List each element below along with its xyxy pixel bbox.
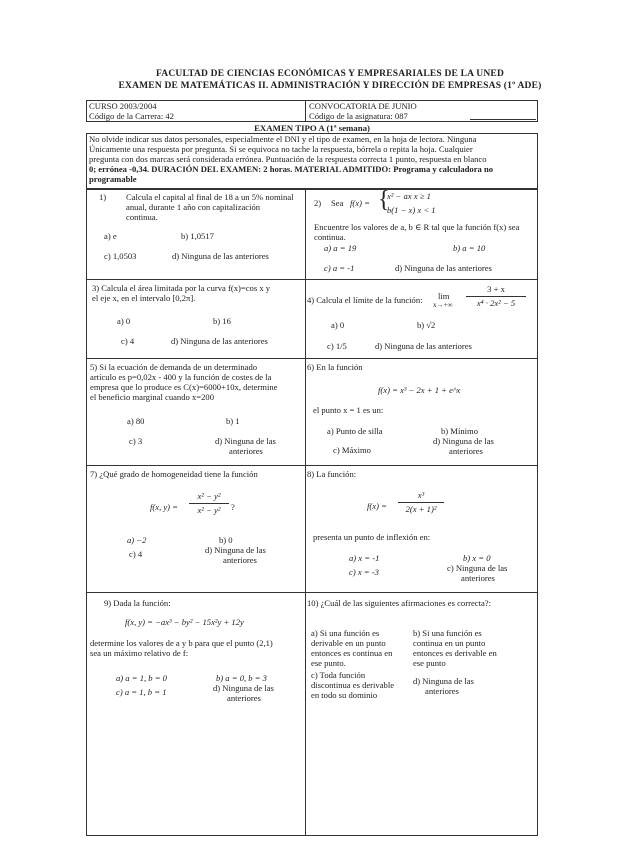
q4-option-b: b) √2 (417, 320, 436, 330)
q9-option-c: c) a = 1, b = 1 (116, 687, 167, 697)
q2-option-a: a) a = 19 (324, 243, 357, 253)
q1-option-b: b) 1,0517 (181, 231, 214, 241)
instructions-line-5: programable (89, 174, 137, 184)
q1-text-3: continua. (126, 212, 158, 222)
grid-row-line-1 (86, 279, 538, 280)
q7-option-d-1: d) Ninguna de las (205, 545, 266, 555)
q7-lhs: f(x, y) = (150, 502, 178, 512)
q7-option-a: a) −2 (127, 535, 147, 545)
q4-option-a: a) 0 (331, 320, 345, 330)
q10-option-b-4: ese punto (413, 658, 446, 668)
q10-option-b-1: b) Si una función es (413, 628, 482, 638)
q9-option-b: b) a = 0, b = 3 (216, 673, 267, 683)
q5-option-d-2: anteriores (229, 446, 263, 456)
q1-text-2: anual, durante 1 año con capitalización (126, 202, 261, 212)
q6-option-c: c) Máximo (333, 445, 371, 455)
q10-option-c-3: en todo su dominio (311, 690, 378, 700)
q2-brace: { (378, 187, 390, 213)
q7-denominator: x² − y² (197, 505, 221, 515)
q7-fraction-bar (189, 503, 229, 504)
q6-text-2: el punto x = 1 es un: (313, 405, 384, 415)
q8-denominator: 2(x + 1)² (405, 504, 437, 514)
q4-fraction-bar (466, 296, 526, 297)
degree-code: Código de la Carrera: 42 (89, 111, 174, 121)
q9-text-3: sea un máximo relativo de f: (90, 648, 189, 658)
q10-option-c-2: discontinua es derivable (311, 680, 395, 690)
q2-fx: f(x) = (350, 198, 370, 208)
q2-sea: Sea (331, 198, 344, 208)
q5-option-d-1: d) Ninguna de las (215, 436, 276, 446)
q1-option-d: d) Ninguna de las anteriores (172, 251, 269, 261)
q7-option-c: c) 4 (129, 549, 143, 559)
q6-function: f(x) = x³ − 2x + 1 + e^x (378, 385, 461, 395)
q2-case-2: b(1 − x) x < 1 (387, 205, 436, 215)
q4-text-1: 4) Calcula el límite de la función: (307, 295, 423, 305)
q8-option-d-2: anteriores (461, 573, 495, 583)
q7-option-b: b) 0 (219, 535, 233, 545)
grid-row-line-2 (86, 358, 538, 359)
q5-text-2: artículo es p=0,02x - 400 y la función de costes de la (90, 372, 272, 382)
q3-option-c: c) 4 (121, 336, 135, 346)
instructions-line-4: 0; errónea -0,34. DURACIÓN DEL EXAMEN: 2 horas. MATERIAL ADMITIDO: Programa y calculadora no (89, 164, 494, 174)
grid-row-line-3 (86, 465, 538, 466)
q3-text-2: el eje x, en el intervalo [0,2π]. (92, 293, 196, 303)
q4-option-d: d) Ninguna de las anteriores (375, 341, 472, 351)
q8-option-a: a) x = -1 (349, 553, 380, 563)
grid-row-line-4 (86, 592, 538, 593)
faculty-title: FACULTAD DE CIENCIAS ECONÓMICAS Y EMPRESARIALES DE LA UNED (155, 69, 505, 79)
q10-option-a-2: derivable en un punto (311, 638, 386, 648)
q5-text-3: empresa que lo produce es C(x)=6000+10x, determine (90, 382, 278, 392)
q10-option-a-1: a) Si una función es (311, 628, 380, 638)
q8-numerator: x³ (417, 490, 425, 500)
q9-text-1: 9) Dada la función: (104, 598, 171, 608)
q8-option-b: b) x = 0 (463, 553, 491, 563)
q10-option-b-2: continua en un punto (413, 638, 486, 648)
q8-text-2: presenta un punto de inflexión en: (313, 532, 431, 542)
q7-option-d-2: anteriores (223, 555, 257, 565)
q3-option-a: a) 0 (117, 316, 131, 326)
q10-option-a-3: entonces es continua en (311, 648, 393, 658)
q2-option-c: c) a = -1 (324, 263, 355, 273)
q10-text-1: 10) ¿Cuál de las siguientes afirmaciones es correcta?: (307, 598, 491, 608)
q5-option-a: a) 80 (127, 416, 145, 426)
q2-text-2: continua. (314, 232, 346, 242)
q6-text-1: 6) En la función (307, 362, 363, 372)
q8-lhs: f(x) = (367, 501, 387, 511)
q4-denominator: x⁴ · 2x² − 5 (476, 298, 516, 308)
q5-option-c: c) 3 (129, 436, 143, 446)
q10-option-d-2: anteriores (425, 686, 459, 696)
q1-option-c: c) 1,0503 (104, 251, 137, 261)
q1-text-1: Calcula el capital al final de 18 a un 5% nominal (126, 192, 294, 202)
q6-option-b: b) Mínimo (441, 426, 479, 436)
q7-text-1: 7) ¿Qué grado de homogeneidad tiene la función (90, 469, 258, 479)
q9-option-a: a) a = 1, b = 0 (116, 673, 167, 683)
info-divider (305, 100, 306, 122)
q2-text-1: Encuentre los valores de a, b ∈ R tal que la función f(x) sea (314, 222, 520, 232)
subject-code: Código de la asignatura: 087 (309, 111, 408, 121)
q3-option-d: d) Ninguna de las anteriores (171, 336, 268, 346)
q2-number: 2) (314, 198, 322, 208)
q5-text-4: el beneficio marginal cuando x=200 (90, 392, 215, 402)
q10-option-c-1: c) Toda función (311, 670, 366, 680)
q1-option-a: a) e (104, 231, 117, 241)
q9-option-d-1: d) Ninguna de las (213, 683, 274, 693)
q2-option-d: d) Ninguna de las anteriores (395, 263, 492, 273)
q5-text-1: 5) Si la ecuación de demanda de un determinado (90, 362, 258, 372)
exam-session: CONVOCATORIA DE JUNIO (309, 101, 417, 111)
q4-option-c: c) 1/5 (327, 341, 347, 351)
q7-numerator: x² − y² (197, 491, 221, 501)
q4-lim-sub: x→+∞ (433, 301, 453, 309)
q4-lim: lim (438, 291, 450, 301)
q6-option-a: a) Punto de silla (327, 426, 383, 436)
q2-case-1: x² − ax x ≥ 1 (387, 191, 431, 201)
q9-option-d-2: anteriores (227, 693, 261, 703)
q8-option-c: c) x = -3 (349, 567, 379, 577)
q2-option-b: b) a = 10 (453, 243, 486, 253)
subject-code-line (470, 119, 536, 120)
q1-number: 1) (99, 192, 107, 202)
q10-option-d-1: d) Ninguna de las (413, 676, 474, 686)
q9-function: f(x, y) = −ax³ − by² − 15x²y + 12y (125, 617, 244, 627)
exam-type: EXAMEN TIPO A (1ª semana) (254, 123, 370, 133)
grid-center-line (305, 189, 306, 836)
instructions-line-2: Únicamente una respuesta por pregunta. Si se equivoca no tache la respuesta, bórrela o repita la hoja. Cualquier (89, 144, 473, 154)
q6-option-d-1: d) Ninguna de las (433, 436, 494, 446)
q5-option-b: b) 1 (226, 416, 240, 426)
course-year: CURSO 2003/2004 (89, 101, 157, 111)
q8-fraction-bar (398, 502, 444, 503)
q3-option-b: b) 16 (213, 316, 231, 326)
q10-option-b-3: entonces es derivable en (413, 648, 497, 658)
q6-option-d-2: anteriores (449, 446, 483, 456)
q9-text-2: determine los valores de a y b para que el punto (2,1) (90, 638, 273, 648)
q8-text-1: 8) La función: (307, 469, 357, 479)
instructions-line-3: pregunta con dos marcas será considerada errónea. Puntuación de la respuesta correcta 1 punto, respuesta en blanco (89, 154, 487, 164)
instructions-line-1: No olvide indicar sus datos personales, especialmente el DNI y el tipo de examen, en la hoja de lectora. Ninguna (89, 134, 477, 144)
q7-question-mark: ? (231, 502, 235, 512)
exam-title: EXAMEN DE MATEMÁTICAS II. ADMINISTRACIÓN Y DIRECCIÓN DE EMPRESAS (1º ADE) (118, 81, 542, 91)
q4-numerator: 3 + x (487, 284, 505, 294)
q10-option-a-4: ese punto. (311, 658, 346, 668)
q3-text-1: 3) Calcula el área limitada por la curva f(x)=cos x y (92, 283, 271, 293)
q8-option-d-1: c) Ninguna de las (447, 563, 508, 573)
